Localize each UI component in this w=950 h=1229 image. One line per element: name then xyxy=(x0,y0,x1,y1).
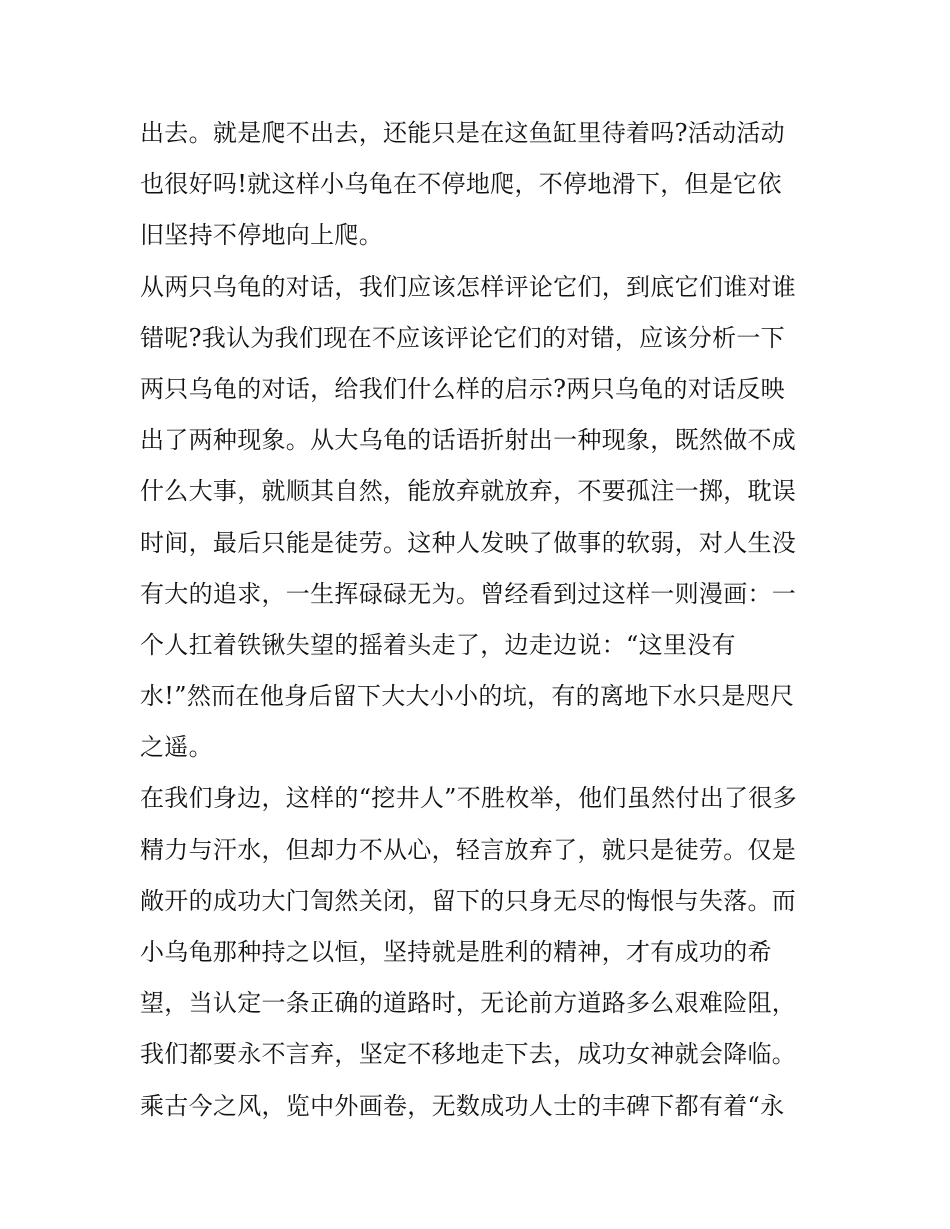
text-line: 在我们身边，这样的“挖井人”不胜枚举，他们虽然付出了很多 xyxy=(140,784,797,813)
text-line: 出去。就是爬不出去，还能只是在这鱼缸里待着吗?活动活动 xyxy=(140,119,785,147)
text-line: 之遥。 xyxy=(140,733,213,762)
text-line: 也很好吗!就这样小乌龟在不停地爬，不停地滑下，但是它依 xyxy=(140,170,782,199)
text-line: 从两只乌龟的对话，我们应该怎样评论它们，到底它们谁对谁 xyxy=(140,272,797,301)
text-line: 个人扛着铁锹失望的摇着头走了，边走边说：“这里没有 xyxy=(140,630,736,659)
text-line: 两只乌龟的对话，给我们什么样的启示?两只乌龟的对话反映 xyxy=(140,374,785,403)
text-line: 敞开的成功大门訇然关闭，留下的只身无尽的悔恨与失落。而 xyxy=(140,886,797,915)
text-line: 小乌龟那种持之以恒，坚持就是胜利的精神，才有成功的希 xyxy=(140,938,772,966)
text-line: 什么大事，就顺其自然，能放弃就放弃，不要孤注一掷，耽误 xyxy=(140,477,797,506)
text-line: 望，当认定一条正确的道路时，无论前方道路多么艰难险阻， xyxy=(140,989,797,1018)
text-line: 旧坚持不停地向上爬。 xyxy=(140,221,383,250)
text-line: 有大的追求，一生挥碌碌无为。曾经看到过这样一则漫画：一 xyxy=(140,579,797,608)
text-line: 错呢?我认为我们现在不应该评论它们的对错，应该分析一下 xyxy=(140,323,785,352)
text-line: 水!”然而在他身后留下大大小小的坑，有的离地下水只是咫尺 xyxy=(140,682,795,711)
text-line: 精力与汗水，但却力不从心，轻言放弃了，就只是徒劳。仅是 xyxy=(140,835,797,864)
text-line: 乘古今之风，览中外画卷，无数成功人士的丰碑下都有着“永 xyxy=(140,1091,785,1120)
text-line: 时间，最后只能是徒劳。这种人发映了做事的软弱，对人生没 xyxy=(140,528,797,557)
text-line: 出了两种现象。从大乌龟的话语折射出一种现象，既然做不成 xyxy=(140,426,797,455)
body-text xyxy=(140,108,820,1132)
text-line: 我们都要永不言弃，坚定不移地走下去，成功女神就会降临。 xyxy=(140,1040,797,1069)
